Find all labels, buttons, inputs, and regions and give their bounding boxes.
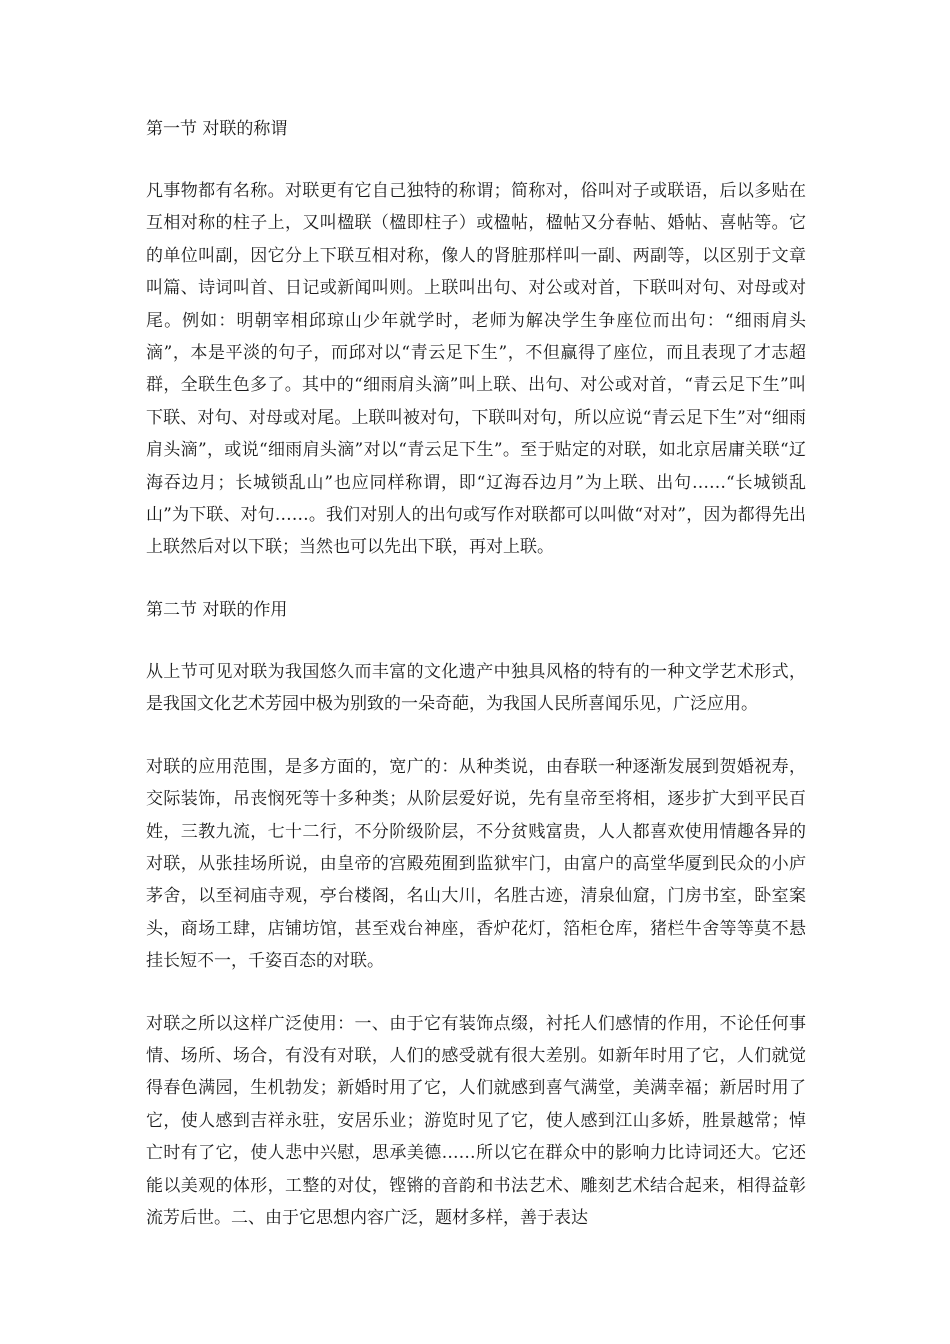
- spacer: [146, 145, 806, 175]
- spacer: [146, 721, 806, 751]
- spacer: [146, 978, 806, 1008]
- section-heading-1: 第一节 对联的称谓: [146, 119, 288, 139]
- document-page: [146, 113, 806, 1234]
- section-heading-2: 第二节 对联的作用: [146, 599, 288, 620]
- paragraph-3: 对联的应用范围，是多方面的，宽广的：从种类说，由春联一种逐渐发展到贺婚祝寿，交际装饰，吊丧悯死等十多种类；从阶层爱好说，先有皇帝至将相，逐步扩大到平民百姓，三教九流，七十二行，不分阶级阶层，不分贫贱富贵，人人都喜欢使用情趣各异的对联，从张挂场所说，由皇帝的宫殿苑囿到监狱牢门，由富户的高堂华厦到民众的小庐茅舍，以至祠庙寺观，亭台楼阁，名山大川，名胜古迹，清泉仙窟，门房书室，卧室案头，商场工肆，店铺坊馆，甚至戏台神座，香炉花灯，箔柜仓库，猪栏牛舍等等莫不悬挂长短不一，千姿百态的对联。: [146, 756, 806, 972]
- spacer: [146, 564, 806, 594]
- paragraph-1: 凡事物都有名称。对联更有它自己独特的称谓；简称对，俗叫对子或联语，后以多贴在互相对称的柱子上，又叫楹联（楹即柱子）或楹帖，楹帖又分春帖、婚帖、喜帖等。它的单位叫副，因它分上下联互相对称，像人的肾脏那样叫一副、两副等，以区别于文章叫篇、诗词叫首、日记或新闻叫则。上联叫出句、对公或对首，下联叫对句、对母或对尾。例如：明朝宰相邱琼山少年就学时，老师为解决学生争座位而出句：“细雨肩头滴”，本是平淡的句子，而邱对以“青云足下生”，不但赢得了座位，而且表现了才志超群，全联生色多了。其中的“细雨肩头滴”叫上联、出句、对公或对首，“青云足下生”叫下联、对句、对母或对尾。上联叫被对句，下联叫对句，所以应说“青云足下生”对“细雨肩头滴”，或说“细雨肩头滴”对以“青云足下生”。至于贴定的对联，如北京居庸关联“辽海吞边月；长城锁乱山”也应同样称谓，即“辽海吞边月”为上联、出句……“长城锁乱山”为下联、对句……。我们对别人的出句或写作对联都可以叫做“对对”，因为都得先出上联然后对以下联；当然也可以先出下联，再对上联。: [146, 181, 806, 558]
- spacer: [146, 626, 806, 656]
- paragraph-4: 对联之所以这样广泛使用：一、由于它有装饰点缀，衬托人们感情的作用，不论任何事情、场所、场合，有没有对联，人们的感受就有很大差别。如新年时用了它，人们就觉得春色满园，生机勃发；新婚时用了它，人们就感到喜气满堂，美满幸福；新居时用了它，使人感到吉祥永驻，安居乐业；游览时见了它，使人感到江山多娇，胜景越常；悼亡时有了它，使人悲中兴慰，思承美德……所以它在群众中的影响力比诗词还大。它还能以美观的体形，工整的对仗，铿锵的音韵和书法艺术、雕刻艺术结合起来，相得益彰流芳后世。二、由于它思想内容广泛，题材多样，善于表达: [146, 1013, 806, 1228]
- paragraph-2: 从上节可见对联为我国悠久而丰富的文化遗产中独具风格的特有的一种文学艺术形式，是我国文化艺术芳园中极为别致的一朵奇葩，为我国人民所喜闻乐见，广泛应用。: [146, 661, 806, 715]
